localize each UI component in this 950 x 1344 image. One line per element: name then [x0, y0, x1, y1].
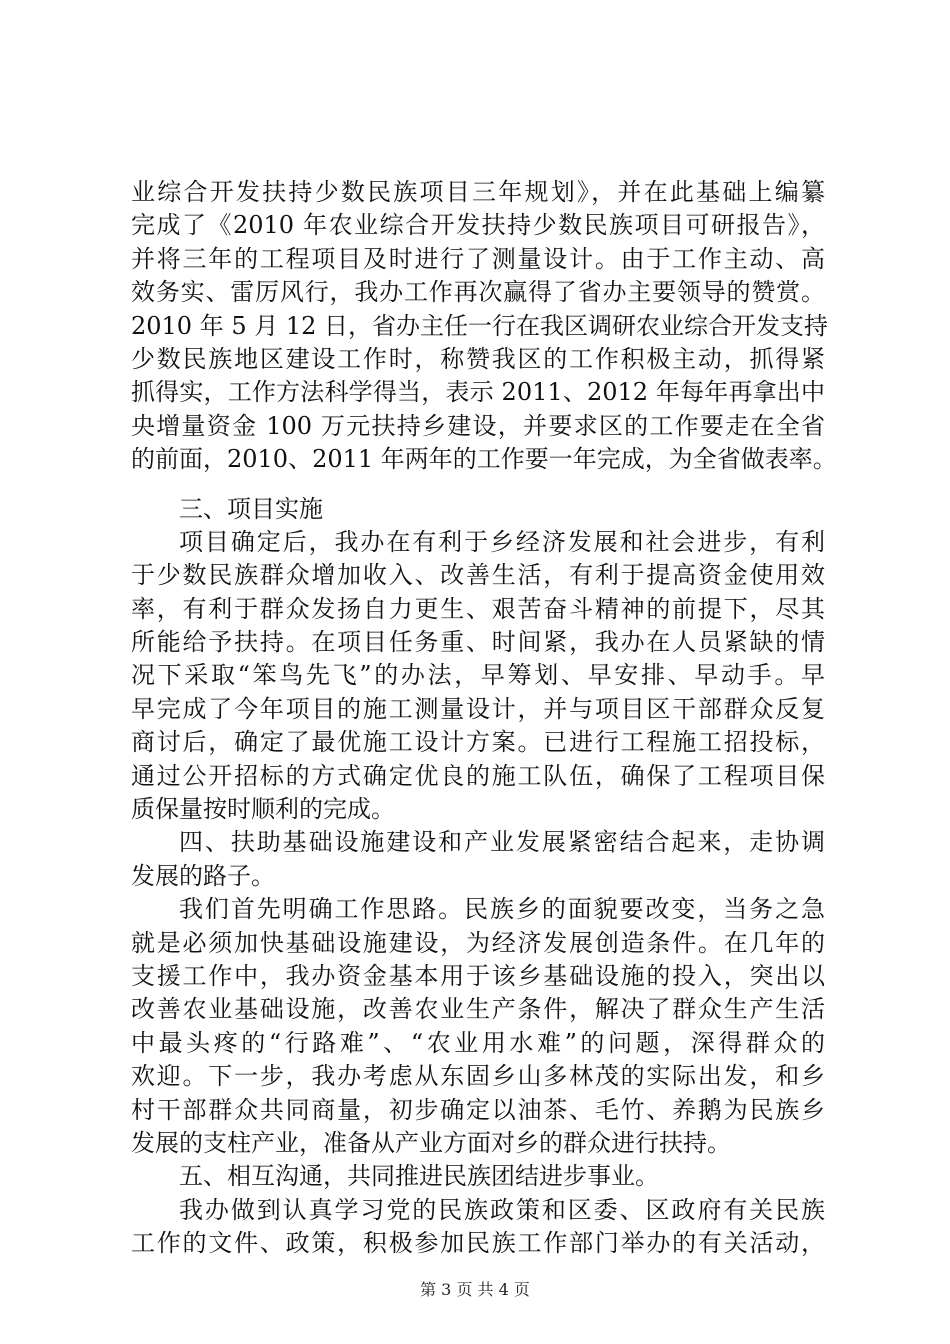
text-line: 况下采取“笨鸟先飞”的办法，早筹划、早安排、早动手。早: [131, 661, 825, 690]
text-line: 发展的路子。: [131, 861, 275, 890]
text-line: 欢迎。下一步，我办考虑从东固乡山多林茂的实际出发，和乡: [131, 1062, 825, 1091]
paragraph-2: [131, 526, 825, 827]
text-line: 业综合开发扶持少数民族项目三年规划》，并在此基础上编纂: [131, 178, 825, 206]
text-line: 村干部群众共同商量，初步确定以油茶、毛竹、养鹅为民族乡: [131, 1095, 825, 1124]
paragraph-1: [131, 176, 837, 477]
text-line: 中最头疼的“行路难”、“农业用水难”的问题，深得群众的: [131, 1028, 825, 1057]
section-heading-4: [131, 826, 825, 893]
text-line: 于少数民族群众增加收入、改善生活，有利于提高资金使用效: [131, 561, 825, 590]
text-line: 抓得实，工作方法科学得当，表示 2011、2012 年每年再拿出中: [131, 378, 825, 407]
text-line: 工作的文件、政策，积极参加民族工作部门举办的有关活动，: [131, 1229, 825, 1258]
text-line: 我办做到认真学习党的民族政策和区委、区政府有关民族: [179, 1195, 825, 1224]
text-line: 早完成了今年项目的施工测量设计，并与项目区干部群众反复: [131, 694, 825, 723]
text-line: 支援工作中，我办资金基本用于该乡基础设施的投入，突出以: [131, 961, 825, 990]
paragraph-4: [131, 1194, 825, 1261]
text-line: 商讨后，确定了最优施工设计方案。已进行工程施工招投标，: [131, 728, 825, 757]
text-line: 改善农业基础设施，改善农业生产条件，解决了群众生产生活: [131, 995, 825, 1024]
text-line: 我们首先明确工作思路。民族乡的面貌要改变，当务之急: [179, 895, 825, 924]
text-line: 2010 年 5 月 12 日，省办主任一行在我区调研农业综合开发支持: [131, 311, 829, 340]
paragraph-3: [131, 893, 825, 1160]
text-line: 的前面，2010、2011 年两年的工作要一年完成，为全省做表率。: [131, 445, 837, 474]
text-line: 项目确定后，我办在有利于乡经济发展和社会进步，有利: [179, 527, 825, 556]
text-line: 就是必须加快基础设施建设，为经济发展创造条件。在几年的: [131, 928, 825, 957]
document-body: [131, 176, 837, 1261]
text-line: 发展的支柱产业，准备从产业方面对乡的群众进行扶持。: [131, 1128, 731, 1157]
text-line: 完成了《2010 年农业综合开发扶持少数民族项目可研报告》，: [131, 211, 825, 240]
text-line: 并将三年的工程项目及时进行了测量设计。由于工作主动、高: [131, 244, 825, 273]
text-line: 质保量按时顺利的完成。: [131, 795, 395, 824]
text-line: 四、扶助基础设施建设和产业发展紧密结合起来，走协调: [179, 828, 825, 857]
section-heading-3: 三、项目实施: [179, 494, 323, 523]
text-line: 少数民族地区建设工作时，称赞我区的工作积极主动，抓得紧: [131, 344, 825, 373]
section-heading-5: 五、相互沟通，共同推进民族团结进步事业。: [179, 1162, 659, 1191]
text-line: 通过公开招标的方式确定优良的施工队伍，确保了工程项目保: [131, 761, 825, 790]
text-line: 所能给予扶持。在项目任务重、时间紧，我办在人员紧缺的情: [131, 628, 825, 657]
text-line: 央增量资金 100 万元扶持乡建设，并要求区的工作要走在全省: [131, 411, 825, 440]
page-number-footer: 第 3 页 共 4 页: [420, 1280, 530, 1299]
text-line: 率，有利于群众发扬自力更生、艰苦奋斗精神的前提下，尽其: [131, 594, 825, 623]
paragraph-gap: [131, 477, 825, 493]
text-line: 效务实、雷厉风行，我办工作再次赢得了省办主要领导的赞赏。: [131, 278, 825, 307]
